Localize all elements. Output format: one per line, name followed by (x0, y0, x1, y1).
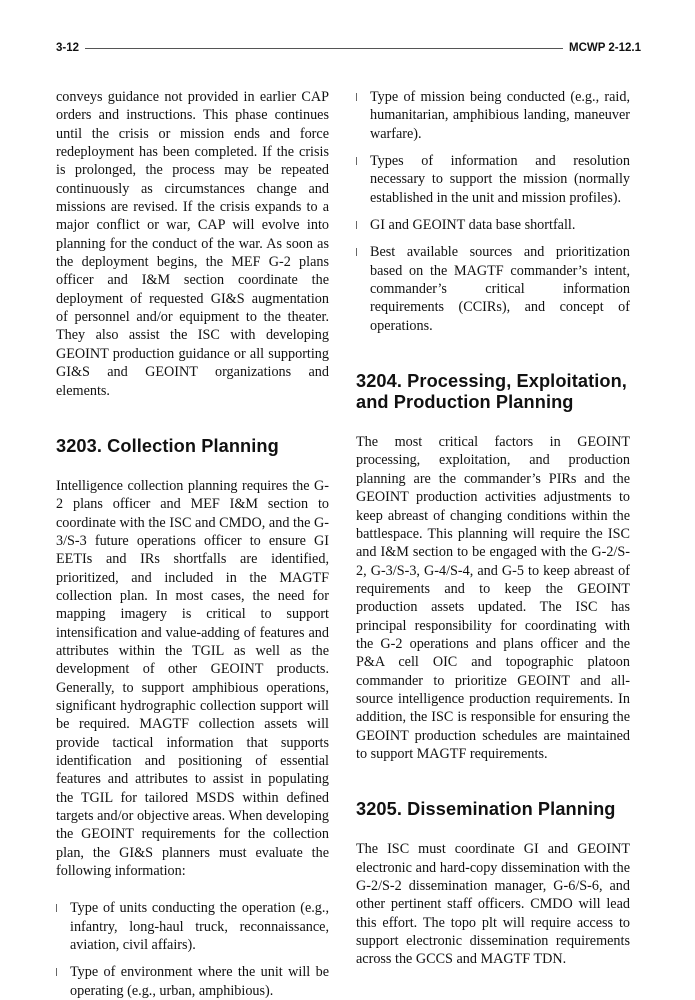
list-item (356, 243, 630, 335)
list-item (356, 152, 630, 207)
bullet-list-continued (356, 88, 630, 335)
bullet-icon (56, 904, 57, 912)
section-3203 (56, 436, 329, 1000)
list-item (56, 963, 329, 1000)
page-number: 3-12 (56, 42, 80, 54)
list-item-text: Types of information and resolution necessary to support the mission (normally established in the unit and mission profiles). (370, 153, 630, 206)
running-header (56, 40, 641, 56)
section-paragraph-3203: Intelligence collection planning requires the G-2 plans officer and MEF I&M section to coordinate with the ISC and CMDO, and the G-3/S-3 future operations officer to ensure GI EETIs and IRs shortfalls are identified, prioritized, and included in the MAGTF collection plan. In most cases, the need for mapping imagery is critical to support intensification and value-adding of features and attributes within the TGIL as well as the development of other GEOINT products. Generally, to support amphibious operations, significant hydrographic collection support will be required. MAGTF collection assets will provide tactical information that supports identification and positioning of essential features and attributes to assist in populating the TGIL for tailored MSDS within defined targets and/or objective areas. When developing the GEOINT requirements for the collection plan, the GI&S planners must evaluate the following information: (56, 477, 329, 880)
list-item-text: GI and GEOINT data base shortfall. (370, 217, 576, 234)
bullet-icon (56, 968, 57, 976)
section-paragraph-3205: The ISC must coordinate GI and GEOINT electronic and hard-copy dissemination with the G-2/S-2 dissemination manager, G-6/S-6, and other pertinent staff officers. CMDO will lead this effort. The topo plt will require access to support electronic dissemination requirements across the GCCS and MAGTF TDN. (356, 841, 630, 968)
list-item (356, 216, 630, 234)
left-column (56, 88, 329, 1000)
list-item-text: Type of units conducting the operation (e.g., infantry, long-haul truck, reconnaissance, aviation, civil affairs). (70, 900, 329, 954)
bullet-list-3203 (56, 899, 329, 1000)
right-column (356, 88, 630, 969)
header-rule (85, 48, 563, 49)
list-item-text: Type of environment where the unit will be operating (e.g., urban, amphibious). (70, 964, 329, 999)
bullet-icon (356, 221, 357, 229)
section-heading-3203: 3203. Collection Planning (56, 435, 279, 456)
list-item (356, 88, 630, 143)
bullet-icon (356, 248, 357, 256)
list-item-text: Best available sources and prioritization based on the MAGTF commander’s intent, commander’s critical information requirements (CCIRs), and concept of operations. (370, 244, 630, 334)
section-heading-3205: 3205. Dissemination Planning (356, 799, 616, 820)
list-item (56, 899, 329, 954)
section-heading-3204: 3204. Processing, Exploitation, and Production Planning (356, 371, 627, 413)
publication-id: MCWP 2-12.1 (568, 42, 641, 54)
bullet-icon (356, 93, 357, 101)
section-3204 (356, 371, 630, 763)
intro-paragraph: conveys guidance not provided in earlier CAP orders and instructions. This phase continues until the crisis or mission ends and force redeployment has been completed. If the crisis is prolonged, the process may be repeated continuously as circumstances change and missions are revised. If the crisis expands to a major conflict or war, CAP will evolve into planning for the conduct of the war. As soon as the deployment begins, the MEF G-2 plans officer and I&M section coordinate the deployment of requested GI&S augmentation of personnel and/or equipment to the theater. They also assist the ISC with developing GEOINT production guidance or all supporting GI&S and GEOINT organizations and elements. (56, 89, 329, 399)
section-paragraph-3204: The most critical factors in GEOINT processing, exploitation, and production planning are the commander’s PIRs and the GEOINT production activities adjustments to keep abreast of changing conditions within the battlespace. This planning will require the ISC and I&M section to be engaged with the G-2/S-2, G-3/S-3, G-4/S-4, and G-5 to keep abreast of requirements and to keep the GEOINT production assets updated. The ISC has principal responsibility for coordinating with the G-2 operations and plans officer and the P&A cell OIC and topographic platoon commander to prioritize GEOINT and all-source intelligence production requirements. In addition, the ISC is responsible for ensuring the GEOINT production schedules are maintained to support MAGTF requirements. (356, 434, 630, 762)
bullet-icon (356, 157, 357, 165)
list-item-text: Type of mission being conducted (e.g., raid, humanitarian, amphibious landing, maneuver warfare). (370, 89, 630, 142)
section-3205 (356, 799, 630, 968)
